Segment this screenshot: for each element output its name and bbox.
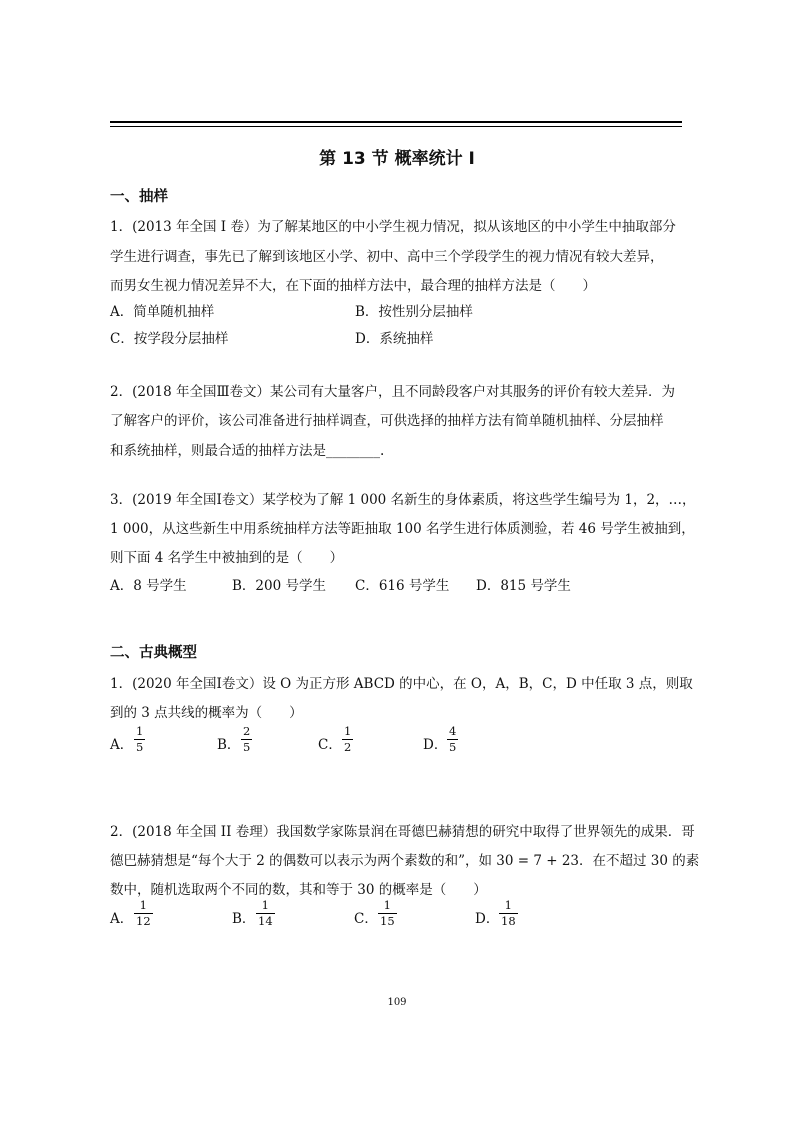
- s1q3-option-d[interactable]: D．815 号学生: [476, 578, 571, 594]
- s2q1-option-b-fraction: [241, 724, 252, 755]
- fraction-numerator: 2: [243, 724, 251, 738]
- s2q1-option-d-label[interactable]: D．: [423, 737, 448, 753]
- s1q2-line3: 和系统抽样，则最合适的抽样方法是________.: [110, 443, 385, 459]
- s1q2-line2: 了解客户的评价，该公司准备进行抽样调查，可供选择的抽样方法有简单随机抽样、分层抽样: [110, 413, 664, 429]
- s1q3-line3: 则下面 4 名学生中被抽到的是（ ）: [110, 550, 344, 566]
- s2q2-option-d-label[interactable]: D．: [475, 911, 500, 927]
- s2q2-line3: 数中，随机选取两个不同的数，其和等于 30 的概率是（ ）: [110, 882, 487, 898]
- s1q1-option-a[interactable]: A．简单随机抽样: [110, 304, 215, 320]
- s1q1-option-c[interactable]: C．按学段分层抽样: [110, 331, 229, 347]
- fraction-denominator: 5: [136, 740, 144, 754]
- s2q2-option-a-fraction: [134, 898, 153, 929]
- s1q3-option-a[interactable]: A．8 号学生: [110, 578, 187, 594]
- page-number: 109: [387, 997, 407, 1008]
- fraction-numerator: 1: [139, 898, 147, 912]
- s2q1-option-d-fraction: [447, 724, 458, 755]
- s2q1-option-a-label[interactable]: A．: [110, 737, 134, 753]
- s1q3-option-c[interactable]: C．616 号学生: [355, 578, 450, 594]
- s1q1-option-b[interactable]: B．按性别分层抽样: [355, 304, 473, 320]
- fraction-numerator: 1: [504, 898, 512, 912]
- s2q2-option-c-fraction: [378, 898, 397, 929]
- s1q1-line2: 学生进行调查，事先已了解到该地区小学、初中、高中三个学段学生的视力情况有较大差异，: [110, 249, 664, 265]
- s1q2-line1: 2．(2018 年全国Ⅲ卷文）某公司有大量客户，且不同龄段客户对其服务的评价有较大差异．为: [110, 384, 676, 400]
- s2q1-option-a-fraction: [134, 724, 145, 755]
- s2q1-option-c-label[interactable]: C．: [318, 737, 342, 753]
- s1q3-line2: 1 000，从这些新生中用系统抽样方法等距抽取 100 名学生进行体质测验，若 46 号学生被抽到，: [110, 521, 695, 537]
- s2q2-option-b-fraction: [256, 898, 275, 929]
- section-heading-classical-probability: 二、古典概型: [110, 645, 197, 661]
- fraction-denominator: 18: [501, 914, 516, 928]
- page-title: 第 13 节 概率统计 I: [319, 149, 475, 169]
- fraction-numerator: 1: [344, 724, 352, 738]
- s1q3-line1: 3．(2019 年全国Ⅰ卷文）某学校为了解 1 000 名新生的身体素质，将这些学生编号为 1，2，…，: [110, 492, 696, 508]
- fraction-denominator: 5: [243, 740, 251, 754]
- s1q1-option-d[interactable]: D．系统抽样: [355, 331, 434, 347]
- fraction-numerator: 4: [449, 724, 457, 738]
- fraction-denominator: 15: [380, 914, 395, 928]
- s2q2-line2: 德巴赫猜想是“每个大于 2 的偶数可以表示为两个素数的和”，如 30 = 7 + 23．在不超过 30 的素: [110, 853, 700, 869]
- s2q2-option-b-label[interactable]: B．: [232, 911, 256, 927]
- fraction-numerator: 1: [261, 898, 269, 912]
- header-rule-thin: [110, 126, 682, 127]
- s2q1-option-b-label[interactable]: B．: [217, 737, 241, 753]
- s2q2-line1: 2．(2018 年全国 II 卷理）我国数学家陈景润在哥德巴赫猜想的研究中取得了世界领先的成果．哥: [110, 824, 695, 840]
- fraction-denominator: 14: [258, 914, 273, 928]
- s2q2-option-d-fraction: [499, 898, 518, 929]
- s1q3-option-b[interactable]: B．200 号学生: [232, 578, 326, 594]
- s2q1-line2: 到的 3 点共线的概率为（ ）: [110, 705, 303, 721]
- section-heading-sampling: 一、抽样: [110, 189, 168, 205]
- fraction-denominator: 5: [449, 740, 457, 754]
- s2q2-option-c-label[interactable]: C．: [354, 911, 378, 927]
- s2q1-line1: 1．(2020 年全国Ⅰ卷文）设 O 为正方形 ABCD 的中心，在 O，A，B，C，D 中任取 3 点，则取: [110, 676, 693, 692]
- s1q1-line3: 而男女生视力情况差异不大，在下面的抽样方法中，最合理的抽样方法是（ ）: [110, 278, 596, 294]
- fraction-denominator: 12: [136, 914, 151, 928]
- header-rule-thick: [110, 121, 682, 123]
- fraction-denominator: 2: [344, 740, 352, 754]
- s2q1-option-c-fraction: [342, 724, 353, 755]
- s2q2-option-a-label[interactable]: A．: [110, 911, 134, 927]
- fraction-numerator: 1: [383, 898, 391, 912]
- fraction-numerator: 1: [136, 724, 144, 738]
- s1q1-line1: 1．(2013 年全国 I 卷）为了解某地区的中小学生视力情况，拟从该地区的中小学生中抽取部分: [110, 219, 676, 235]
